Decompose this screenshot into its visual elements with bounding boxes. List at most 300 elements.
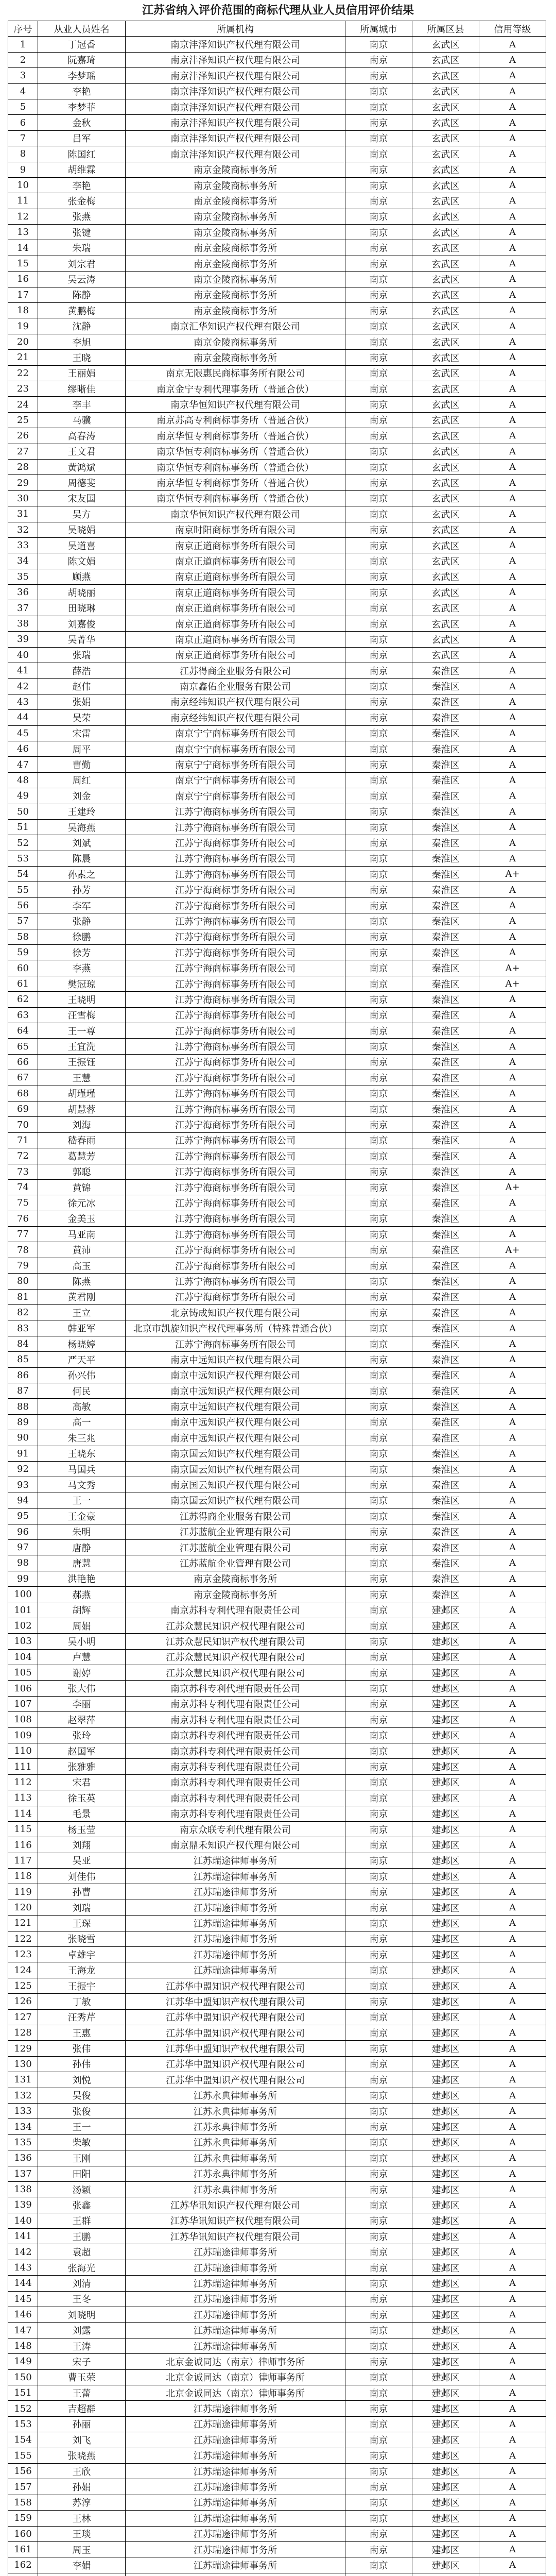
cell-city: 南京: [345, 1117, 412, 1132]
cell-credit-grade: A: [479, 2181, 546, 2197]
cell-district: 建邺区: [412, 1649, 479, 1665]
table-row: [8, 1821, 546, 1837]
table-row: [8, 272, 546, 287]
cell-city: 南京: [345, 2056, 412, 2072]
cell-credit-grade: A: [479, 397, 546, 412]
cell-index: 4: [8, 83, 38, 99]
cell-index: 28: [8, 459, 38, 474]
cell-credit-grade: A: [479, 2557, 546, 2573]
cell-name: 李丰: [38, 397, 126, 412]
cell-organization: 江苏宁海商标事务所有限公司: [126, 929, 345, 944]
table-row: [8, 428, 546, 444]
cell-city: 南京: [345, 2307, 412, 2323]
cell-district: 秦淮区: [412, 913, 479, 929]
cell-district: 秦淮区: [412, 1054, 479, 1070]
cell-credit-grade: A: [479, 1446, 546, 1461]
cell-organization: 南京苏科专利代理有限责任公司: [126, 1806, 345, 1821]
cell-index: 10: [8, 177, 38, 193]
cell-name: 张俊: [38, 2103, 126, 2119]
table-row: [8, 2416, 546, 2432]
cell-name: 张玲: [38, 1727, 126, 1743]
cell-organization: 南京金陵商标事务所: [126, 256, 345, 271]
cell-name: 吉超群: [38, 2401, 126, 2416]
cell-organization: 江苏宁海商标事务所有限公司: [126, 1195, 345, 1211]
cell-district: 建邺区: [412, 2323, 479, 2338]
cell-index: 81: [8, 1289, 38, 1304]
cell-organization: 江苏宁海商标事务所有限公司: [126, 1242, 345, 1258]
cell-district: 建邺区: [412, 2448, 479, 2463]
cell-index: 93: [8, 1477, 38, 1493]
cell-credit-grade: A: [479, 913, 546, 929]
cell-city: 南京: [345, 945, 412, 960]
cell-district: 建邺区: [412, 1869, 479, 1884]
cell-district: 秦淮区: [412, 694, 479, 709]
cell-organization: 江苏宁海商标事务所有限公司: [126, 1336, 345, 1351]
cell-credit-grade: A: [479, 2260, 546, 2275]
cell-credit-grade: A: [479, 1869, 546, 1884]
cell-organization: 江苏瑞途律师事务所: [126, 2495, 345, 2510]
cell-name: 张娟: [38, 694, 126, 709]
cell-district: 玄武区: [412, 444, 479, 459]
cell-organization: 江苏瑞途律师事务所: [126, 2244, 345, 2260]
cell-credit-grade: A: [479, 2025, 546, 2041]
cell-index: 98: [8, 1555, 38, 1571]
cell-name: 孙芳: [38, 882, 126, 897]
table-row: [8, 1117, 546, 1132]
cell-index: 83: [8, 1320, 38, 1336]
cell-index: 57: [8, 913, 38, 929]
table-row: [8, 1790, 546, 1806]
cell-name: 马国兵: [38, 1461, 126, 1477]
cell-name: 张晓雪: [38, 1931, 126, 1946]
cell-name: 缪晰佳: [38, 381, 126, 396]
cell-index: 63: [8, 1007, 38, 1023]
table-row: [8, 929, 546, 944]
cell-city: 南京: [345, 2385, 412, 2400]
cell-index: 108: [8, 1712, 38, 1727]
cell-credit-grade: A: [479, 256, 546, 271]
cell-organization: 江苏宁海商标事务所有限公司: [126, 1086, 345, 1101]
cell-organization: 南京沣泽知识产权代理有限公司: [126, 99, 345, 114]
cell-organization: 江苏瑞途律师事务所: [126, 2432, 345, 2448]
table-row: [8, 1054, 546, 1070]
cell-city: 南京: [345, 381, 412, 396]
cell-credit-grade: A: [479, 1493, 546, 1508]
cell-organization: 南京金陵商标事务所: [126, 1571, 345, 1586]
cell-credit-grade: A: [479, 2134, 546, 2150]
cell-district: 玄武区: [412, 506, 479, 522]
cell-credit-grade: A: [479, 1539, 546, 1555]
table-row: [8, 209, 546, 224]
cell-organization: 江苏众慧民知识产权代理有限公司: [126, 1665, 345, 1681]
table-row: [8, 2197, 546, 2213]
table-row: [8, 1367, 546, 1383]
cell-credit-grade: A: [479, 2307, 546, 2323]
cell-city: 南京: [345, 1978, 412, 1993]
cell-credit-grade: A: [479, 1900, 546, 1915]
cell-city: 南京: [345, 2338, 412, 2353]
cell-index: 150: [8, 2369, 38, 2385]
cell-district: 秦淮区: [412, 772, 479, 788]
cell-name: 刘露: [38, 2323, 126, 2338]
cell-district: 秦淮区: [412, 804, 479, 819]
cell-credit-grade: A: [479, 2072, 546, 2088]
cell-organization: 江苏永典律师事务所: [126, 2166, 345, 2181]
cell-credit-grade: A: [479, 1947, 546, 1962]
cell-city: 南京: [345, 1305, 412, 1320]
cell-name: 袁超: [38, 2244, 126, 2260]
cell-organization: 南京中远知识产权代理有限公司: [126, 1383, 345, 1398]
cell-name: 周红: [38, 772, 126, 788]
table-row: [8, 1837, 546, 1853]
table-row: [8, 632, 546, 647]
cell-organization: 江苏宁海商标事务所有限公司: [126, 1117, 345, 1132]
cell-credit-grade: A: [479, 1086, 546, 1101]
table-row: [8, 537, 546, 553]
cell-index: 104: [8, 1649, 38, 1665]
cell-name: 吴俊: [38, 2088, 126, 2103]
table-row: [8, 2260, 546, 2275]
cell-index: 114: [8, 1806, 38, 1821]
table-row: [8, 741, 546, 756]
cell-city: [345, 2573, 412, 2576]
cell-credit-grade: A: [479, 1555, 546, 1571]
cell-city: 南京: [345, 99, 412, 114]
cell-district: 秦淮区: [412, 1148, 479, 1164]
cell-organization: 江苏华中盟知识产权代理有限公司: [126, 1994, 345, 2009]
cell-credit-grade: A: [479, 162, 546, 177]
cell-name: 周玉: [38, 2541, 126, 2557]
cell-city: 南京: [345, 2009, 412, 2025]
cell-name: 王晓明: [38, 992, 126, 1007]
cell-city: 南京: [345, 2260, 412, 2275]
table-row: [8, 1649, 546, 1665]
table-row: [8, 1039, 546, 1054]
cell-organization: 南京正道商标事务所有限公司: [126, 632, 345, 647]
cell-name: 吴菁华: [38, 632, 126, 647]
cell-index: 91: [8, 1446, 38, 1461]
cell-index: 72: [8, 1148, 38, 1164]
cell-city: 南京: [345, 1320, 412, 1336]
cell-organization: 江苏瑞途律师事务所: [126, 1884, 345, 1900]
cell-index: 137: [8, 2166, 38, 2181]
cell-organization: 南京金陵商标事务所: [126, 225, 345, 240]
cell-city: 南京: [345, 1962, 412, 1978]
cell-city: 南京: [345, 1383, 412, 1398]
table-row: [8, 1352, 546, 1367]
cell-city: 南京: [345, 225, 412, 240]
table-row: [8, 522, 546, 537]
cell-index: 97: [8, 1539, 38, 1555]
cell-organization: 南京鑫佑企业服务有限公司: [126, 679, 345, 694]
table-row: [8, 1524, 546, 1539]
cell-district: 建邺区: [412, 2385, 479, 2400]
cell-city: 南京: [345, 1712, 412, 1727]
cell-index: 68: [8, 1086, 38, 1101]
cell-name: 黄君刚: [38, 1289, 126, 1304]
cell-index: [8, 2573, 38, 2576]
cell-name: 王琛: [38, 1916, 126, 1931]
cell-organization: 南京经纬知识产权代理有限公司: [126, 694, 345, 709]
cell-city: 南京: [345, 459, 412, 474]
cell-district: 玄武区: [412, 318, 479, 334]
cell-name: 刘飞: [38, 2432, 126, 2448]
cell-index: 145: [8, 2291, 38, 2307]
cell-district: 建邺区: [412, 2479, 479, 2495]
table-row: [8, 1509, 546, 1524]
cell-organization: 南京苏科专利代理有限责任公司: [126, 1727, 345, 1743]
cell-city: 南京: [345, 929, 412, 944]
cell-credit-grade: A: [479, 882, 546, 897]
cell-organization: 南京中远知识产权代理有限公司: [126, 1414, 345, 1430]
cell-name: 王晓东: [38, 1446, 126, 1461]
cell-organization: 南京苏科专利代理有限责任公司: [126, 1602, 345, 1618]
cell-credit-grade: A: [479, 632, 546, 647]
cell-credit-grade: A: [479, 459, 546, 474]
cell-district: 秦淮区: [412, 1399, 479, 1414]
cell-district: 玄武区: [412, 99, 479, 114]
cell-organization: 江苏众慧民知识产权代理有限公司: [126, 1618, 345, 1633]
cell-district: 秦淮区: [412, 1571, 479, 1586]
cell-name: 顾燕: [38, 569, 126, 584]
cell-credit-grade: A: [479, 2541, 546, 2557]
cell-name: 王建玲: [38, 804, 126, 819]
cell-district: [412, 2573, 479, 2576]
cell-name: 朱明: [38, 1524, 126, 1539]
cell-index: 61: [8, 976, 38, 991]
cell-organization: 南京华恒知识产权代理有限公司: [126, 397, 345, 412]
cell-credit-grade: A: [479, 1994, 546, 2009]
cell-index: 11: [8, 193, 38, 209]
cell-credit-grade: A: [479, 1806, 546, 1821]
cell-city: 南京: [345, 444, 412, 459]
cell-organization: 南京沣泽知识产权代理有限公司: [126, 146, 345, 162]
cell-index: 31: [8, 506, 38, 522]
cell-name: 沈静: [38, 318, 126, 334]
cell-credit-grade: A: [479, 99, 546, 114]
table-row: [8, 2119, 546, 2134]
cell-organization: 江苏众慧民知识产权代理有限公司: [126, 1634, 345, 1649]
cell-city: 南京: [345, 83, 412, 99]
table-row: [8, 976, 546, 991]
cell-name: 张晓燕: [38, 2448, 126, 2463]
cell-index: 101: [8, 1602, 38, 1618]
cell-district: 建邺区: [412, 2416, 479, 2432]
cell-organization: 江苏宁海商标事务所有限公司: [126, 976, 345, 991]
cell-index: 152: [8, 2401, 38, 2416]
cell-city: 南京: [345, 976, 412, 991]
cell-index: 55: [8, 882, 38, 897]
cell-city: 南京: [345, 240, 412, 256]
table-row: [8, 68, 546, 83]
cell-index: 62: [8, 992, 38, 1007]
cell-credit-grade: A: [479, 1132, 546, 1148]
cell-organization: 江苏华中盟知识产权代理有限公司: [126, 2056, 345, 2072]
cell-city: 南京: [345, 1039, 412, 1054]
cell-city: 南京: [345, 162, 412, 177]
cell-index: 35: [8, 569, 38, 584]
cell-credit-grade: A: [479, 1571, 546, 1586]
cell-city: 南京: [345, 1743, 412, 1758]
cell-city: 南京: [345, 490, 412, 506]
cell-district: 秦淮区: [412, 1258, 479, 1273]
cell-index: 105: [8, 1665, 38, 1681]
cell-organization: 江苏宁海商标事务所有限公司: [126, 1227, 345, 1242]
cell-index: 144: [8, 2276, 38, 2291]
cell-name: 王林: [38, 2511, 126, 2526]
cell-name: 刘海: [38, 1117, 126, 1132]
cell-credit-grade: A: [479, 52, 546, 67]
header-district: 所属区县: [412, 21, 479, 37]
cell-city: 南京: [345, 1446, 412, 1461]
cell-city: 南京: [345, 397, 412, 412]
table-row: [8, 2495, 546, 2510]
cell-city: 南京: [345, 1994, 412, 2009]
cell-organization: 南京苏科专利代理有限责任公司: [126, 1774, 345, 1790]
cell-name: 朱三兆: [38, 1430, 126, 1446]
cell-city: 南京: [345, 2479, 412, 2495]
cell-district: 秦淮区: [412, 897, 479, 913]
cell-credit-grade: A: [479, 694, 546, 709]
cell-district: 玄武区: [412, 632, 479, 647]
cell-district: 建邺区: [412, 2134, 479, 2150]
cell-name: 王群: [38, 2213, 126, 2228]
table-row: [8, 506, 546, 522]
cell-city: 南京: [345, 475, 412, 490]
cell-credit-grade: A: [479, 2276, 546, 2291]
cell-index: 118: [8, 1869, 38, 1884]
cell-organization: 江苏华讯知识产权代理有限公司: [126, 2213, 345, 2228]
cell-city: 南京: [345, 553, 412, 569]
cell-city: 南京: [345, 537, 412, 553]
cell-organization: 南京宁宁商标事务所有限公司: [126, 772, 345, 788]
table-row: [8, 2338, 546, 2353]
table-row: [8, 2276, 546, 2291]
cell-district: 秦淮区: [412, 1164, 479, 1179]
cell-city: 南京: [345, 600, 412, 616]
cell-index: 42: [8, 679, 38, 694]
cell-name: 王文君: [38, 444, 126, 459]
cell-name: 徐元冰: [38, 1195, 126, 1211]
cell-index: 43: [8, 694, 38, 709]
cell-credit-grade: A: [479, 2166, 546, 2181]
table-row: [8, 1994, 546, 2009]
cell-index: 54: [8, 867, 38, 882]
cell-organization: 江苏瑞途律师事务所: [126, 1853, 345, 1868]
cell-credit-grade: A: [479, 2119, 546, 2134]
cell-index: 39: [8, 632, 38, 647]
cell-organization: 江苏瑞途律师事务所: [126, 2276, 345, 2291]
cell-index: 46: [8, 741, 38, 756]
table-row: [8, 225, 546, 240]
cell-city: 南京: [345, 2229, 412, 2244]
cell-district: 玄武区: [412, 522, 479, 537]
cell-credit-grade: A: [479, 1023, 546, 1039]
cell-city: 南京: [345, 2557, 412, 2573]
cell-index: 139: [8, 2197, 38, 2213]
cell-organization: 南京无限惠民商标事务所有限公司: [126, 365, 345, 381]
cell-credit-grade: A: [479, 1211, 546, 1226]
cell-name: 徐芳: [38, 945, 126, 960]
cell-district: 建邺区: [412, 2338, 479, 2353]
cell-credit-grade: A: [479, 1712, 546, 1727]
cell-index: 75: [8, 1195, 38, 1211]
cell-district: 玄武区: [412, 616, 479, 631]
cell-name: 杨玉莹: [38, 1821, 126, 1837]
cell-index: 106: [8, 1681, 38, 1696]
cell-credit-grade: A: [479, 1305, 546, 1320]
cell-name: 孙伟: [38, 2056, 126, 2072]
table-row: [8, 2056, 546, 2072]
cell-organization: 南京时阳商标事务所有限公司: [126, 522, 345, 537]
cell-name: 胡瑾瑾: [38, 1086, 126, 1101]
cell-name: 金美玉: [38, 1211, 126, 1226]
cell-district: 秦淮区: [412, 1101, 479, 1116]
table-row: [8, 1070, 546, 1086]
cell-name: 王一: [38, 1493, 126, 1508]
cell-credit-grade: A+: [479, 1242, 546, 1258]
table-row: [8, 1007, 546, 1023]
cell-name: 葛慧芳: [38, 1148, 126, 1164]
table-row: [8, 397, 546, 412]
cell-credit-grade: A: [479, 2041, 546, 2056]
cell-name: 胡辉: [38, 1602, 126, 1618]
cell-index: 120: [8, 1900, 38, 1915]
cell-district: 建邺区: [412, 2072, 479, 2088]
cell-index: 87: [8, 1383, 38, 1398]
cell-organization: 南京苏科专利代理有限责任公司: [126, 1696, 345, 1711]
cell-city: 南京: [345, 1900, 412, 1915]
cell-index: 21: [8, 350, 38, 365]
cell-city: 南京: [345, 1539, 412, 1555]
cell-city: 南京: [345, 1602, 412, 1618]
cell-district: 玄武区: [412, 490, 479, 506]
cell-index: 74: [8, 1179, 38, 1195]
cell-district: 建邺区: [412, 2276, 479, 2291]
cell-index: 53: [8, 851, 38, 866]
cell-city: 南京: [345, 1634, 412, 1649]
cell-district: 建邺区: [412, 2541, 479, 2557]
cell-organization: 南京沣泽知识产权代理有限公司: [126, 37, 345, 52]
cell-index: 159: [8, 2511, 38, 2526]
cell-city: 南京: [345, 37, 412, 52]
cell-index: 73: [8, 1164, 38, 1179]
cell-credit-grade: A: [479, 1054, 546, 1070]
table-row: [8, 1806, 546, 1821]
cell-index: 92: [8, 1461, 38, 1477]
cell-credit-grade: A: [479, 1383, 546, 1398]
cell-index: 59: [8, 945, 38, 960]
cell-city: 南京: [345, 365, 412, 381]
table-row: [8, 1242, 546, 1258]
cell-district: 建邺区: [412, 2166, 479, 2181]
cell-organization: 北京铸成知识产权代理有限公司: [126, 1305, 345, 1320]
cell-organization: 江苏瑞途律师事务所: [126, 1900, 345, 1915]
cell-index: 125: [8, 1978, 38, 1993]
table-row: [8, 772, 546, 788]
cell-city: 南京: [345, 1790, 412, 1806]
cell-district: 秦淮区: [412, 757, 479, 772]
table-row: [8, 2181, 546, 2197]
cell-index: 155: [8, 2448, 38, 2463]
cell-credit-grade: A+: [479, 976, 546, 991]
cell-index: 78: [8, 1242, 38, 1258]
table-row: [8, 1477, 546, 1493]
table-body: [8, 37, 546, 2576]
cell-city: 南京: [345, 569, 412, 584]
cell-city: 南京: [345, 1665, 412, 1681]
cell-name: 王琰: [38, 2526, 126, 2541]
